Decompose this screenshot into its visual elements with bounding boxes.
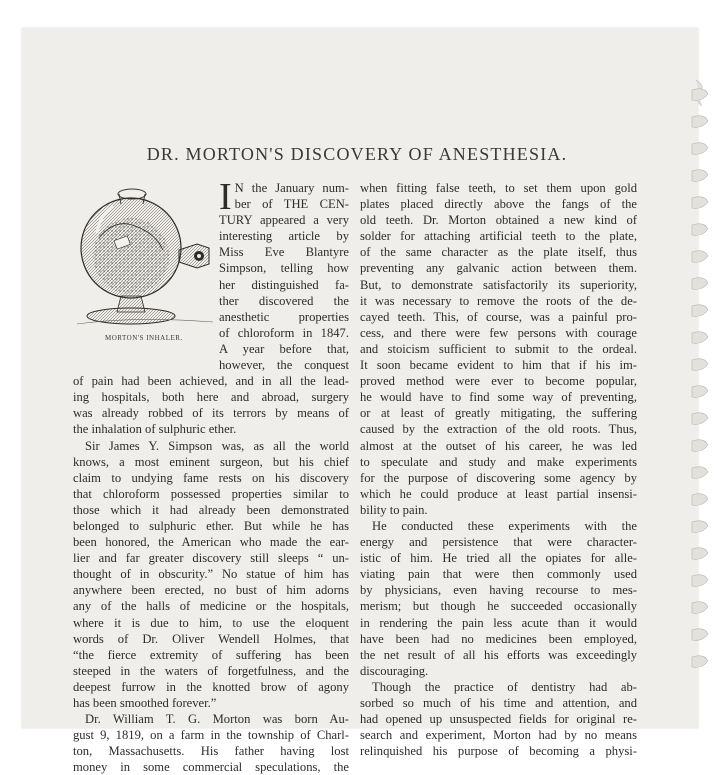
text-line: interesting article by: [219, 229, 349, 244]
text-line: old teeth. Dr. Morton obtained a new kind of: [360, 213, 637, 228]
text-line: steeped in the waters of forgetfulness, and the: [73, 663, 349, 678]
text-line: of the same character as the plate itself, thus: [360, 245, 637, 260]
edge-tab: [692, 548, 708, 560]
edge-tab: [692, 143, 708, 155]
text-line: bility to pain.: [360, 502, 428, 517]
text-line: almost at the outset of his career, he was led: [360, 438, 637, 453]
text-line: deepest furrow in the knotted brow of agony: [73, 679, 349, 694]
left-column: [73, 176, 349, 775]
edge-tab: [692, 521, 708, 533]
text-line: of chloroform in 1847.: [219, 325, 349, 340]
perforated-edge: [690, 80, 720, 700]
text-line: words of Dr. Oliver Wendell Holmes, that: [73, 631, 349, 646]
text-line: ber of THE CEN-: [234, 197, 349, 212]
text-line: sorbed so much of his time and attention, and: [360, 696, 637, 710]
text-line: those which it had already been demonstrated: [73, 502, 349, 517]
edge-tab: [692, 89, 708, 101]
text-line: lier and far greater discovery still sleeps “ un-: [73, 551, 349, 566]
drop-cap: I: [219, 176, 232, 218]
text-line: any of the halls of medicine or the hospitals,: [73, 599, 349, 614]
text-line: was already robbed of its terrors by means of: [73, 406, 349, 421]
text-line: her distinguished fa-: [219, 277, 349, 292]
text-line: by physicians, even having recourse to mes-: [360, 583, 637, 598]
text-line: anywhere been erected, no bust of him adorns: [73, 583, 349, 598]
text-line: that chloroform possessed properties similar to: [73, 486, 349, 501]
text-line: he would have to find some way of preventing,: [360, 390, 637, 405]
text-line: A year before that,: [219, 341, 349, 356]
text-line: “the fierce extremity of suffering has been: [73, 647, 349, 662]
text-line: I N the January num-: [219, 176, 349, 218]
text-line: Though the practice of dentistry had ab-: [372, 679, 637, 694]
text-line: search and experiment, Morton had by no means: [360, 728, 637, 743]
text-line: or at least of greatly mitigating, the suffering: [360, 406, 637, 421]
text-line: the inhalation of sulphuric ether.: [73, 422, 237, 437]
edge-tab: [692, 494, 708, 506]
edge-tab: [692, 305, 708, 317]
text-line: TURY appeared a very: [219, 213, 349, 228]
text-line: knows, a most eminent surgeon, but his chief: [73, 454, 349, 469]
text-line: has been smoothed forever.”: [73, 696, 217, 710]
text-line: plates placed directly above the fangs of the: [360, 197, 637, 212]
edge-tab: [692, 413, 708, 425]
edge-tab: [692, 359, 708, 371]
text-line: of pain had been achieved, and in all the lead-: [73, 374, 349, 389]
text-line: merism; but though he succeeded occasionally: [360, 599, 637, 614]
right-column: [360, 180, 637, 759]
edge-tab: [692, 467, 708, 479]
text-line: gust 9, 1819, on a farm in the township of Charl-: [73, 728, 349, 743]
text-line: which he could produce at least partial insensi-: [360, 486, 637, 501]
edge-tab: [692, 656, 708, 668]
text-line: thought of in obscurity.” No statue of him has: [73, 567, 349, 582]
right-lines: [360, 180, 637, 759]
text-line: claim to undying fame rests on his discovery: [73, 470, 349, 485]
text-line: been honored, the American who made the ear-: [73, 535, 349, 550]
edge-tab: [692, 575, 708, 587]
text-line: cayed teeth. This, of course, was a painful pro-: [360, 309, 637, 324]
full-lines: [73, 373, 349, 775]
text-line: preventing any galvanic action between them.: [360, 261, 637, 276]
text-line: where it is due to him, to use the eloquent: [73, 615, 349, 630]
text-line: money in some commercial speculations, the: [73, 760, 349, 775]
edge-tab: [692, 224, 708, 236]
text-line: proved method were ever to become popular,: [360, 374, 637, 389]
text-line: solder for attaching artificial teeth to the plate,: [360, 229, 637, 244]
text-line: and stoicism sufficient to submit to the ordeal.: [360, 341, 637, 356]
text-line: had opened up unsuspected fields for original re-: [360, 712, 637, 727]
wrapped-lines: [73, 196, 349, 373]
edge-tab: [692, 332, 708, 344]
text-line: He conducted these experiments with the: [372, 518, 637, 533]
edge-tab: [692, 116, 708, 128]
text-line: It soon became evident to him that if his im-: [360, 358, 637, 373]
edge-tab: [692, 197, 708, 209]
text-line: energy and persistence that were character-: [360, 535, 637, 550]
text-line: it was necessary to remove the roots of the de-: [360, 293, 637, 308]
text-line: ing hospitals, both here and abroad, surgery: [73, 390, 349, 405]
text-line: caused by the extraction of the old roots. Thus,: [360, 422, 637, 437]
text-line: viating pain that were then commonly used: [360, 567, 637, 582]
text-line: anesthetic properties: [219, 309, 349, 324]
edge-tab: [692, 440, 708, 452]
edge-tab: [692, 170, 708, 182]
text-line: Sir James Y. Simpson was, as all the world: [85, 438, 349, 453]
text-line: to speculate and study and make experiments: [360, 454, 637, 469]
edge-tab: [692, 278, 708, 290]
edge-tab: [692, 602, 708, 614]
text-line: the net result of all his efforts was exceedingly: [360, 647, 637, 662]
edge-tab: [692, 386, 708, 398]
text-line: ther discovered the: [219, 293, 349, 308]
edge-tab: [692, 251, 708, 263]
edge-tab: [692, 629, 708, 641]
figure-caption: MORTON'S INHALER.: [105, 334, 183, 342]
text-line: cess, and there were few persons with courage: [360, 325, 637, 340]
text-line: Miss Eve Blantyre: [219, 245, 349, 260]
text-line: Dr. William T. G. Morton was born Au-: [85, 712, 349, 727]
text-line: for the purpose of discovering some agency by: [360, 470, 637, 485]
text-line: relinquished his purpose of becoming a physi-: [360, 744, 637, 759]
text-line: in rendering the pain less acute than it would: [360, 615, 637, 630]
text-line: discouraging.: [360, 663, 429, 678]
text-line: istic of him. He tried all the opiates for alle-: [360, 551, 637, 566]
text-line: ton, Massachusetts. His father having lost: [73, 744, 349, 759]
text-line: Simpson, telling how: [219, 261, 349, 276]
text-line: belonged to sulphuric ether. But while he has: [73, 518, 349, 533]
text-line: however, the conquest: [219, 358, 349, 373]
torn-binding-edge: [690, 80, 720, 700]
text-line: But, to demonstrate satisfactorily its superiority,: [360, 277, 637, 292]
article-title: DR. MORTON'S DISCOVERY OF ANESTHESIA.: [146, 144, 568, 164]
text-line: when fitting false teeth, to set them upon gold: [360, 181, 637, 195]
text-line: have been had no medicines been employed,: [360, 631, 637, 646]
